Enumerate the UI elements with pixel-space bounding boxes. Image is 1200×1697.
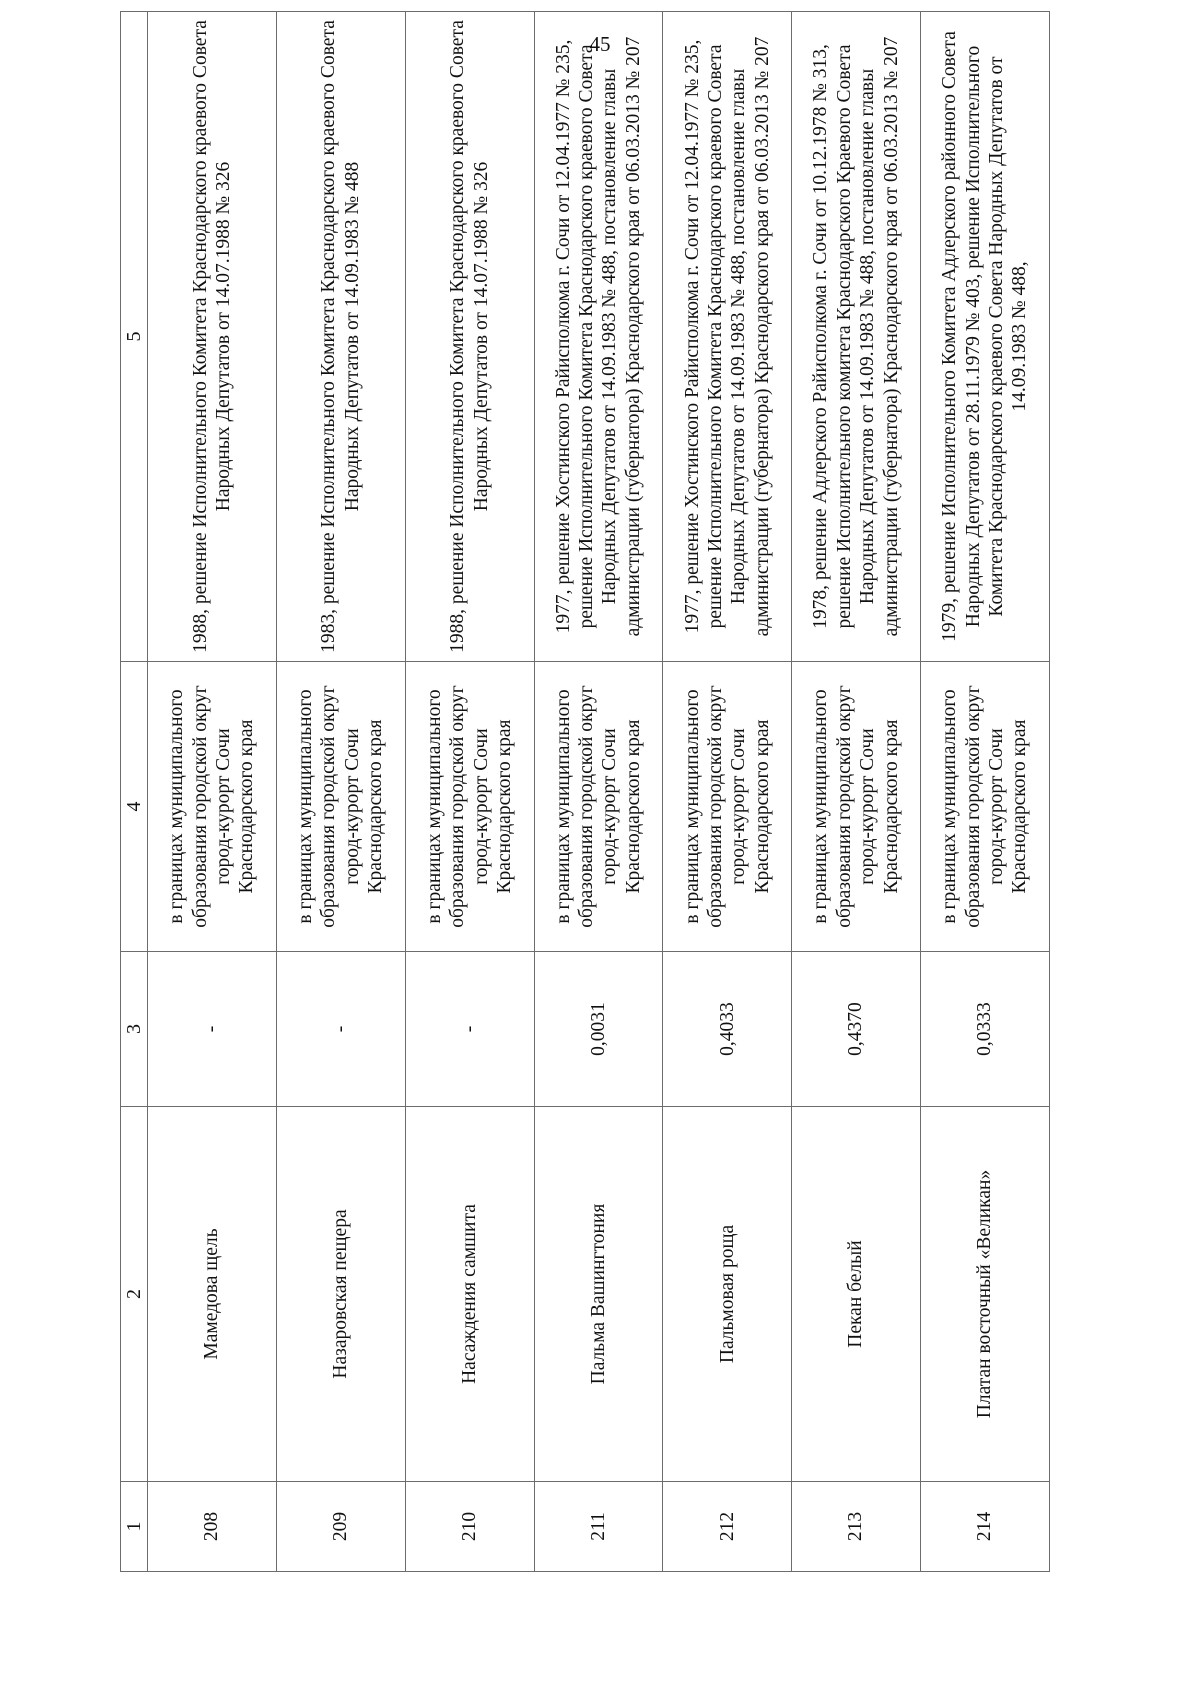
object-area: 0,4033 — [663, 952, 792, 1107]
object-area: 0,4370 — [792, 952, 921, 1107]
registry-table — [120, 11, 1050, 1572]
object-location: в границах муниципального образования городской округ город-курорт Сочи Краснодарского края — [148, 662, 277, 952]
object-area: - — [405, 952, 534, 1107]
row-number: 210 — [405, 1482, 534, 1572]
table-row — [405, 12, 534, 1572]
column-header: 3 — [121, 952, 148, 1107]
object-name: Насаждения самшита — [405, 1107, 534, 1482]
table-row — [148, 12, 277, 1572]
row-number: 212 — [663, 1482, 792, 1572]
object-area: 0,0031 — [534, 952, 663, 1107]
row-number: 214 — [921, 1482, 1050, 1572]
legal-basis: 1977, решение Хостинского Райисполкома г. Сочи от 12.04.1977 № 235, решение Исполнительного Комитета Краснодарского краевого Совета Народных Депутатов от 14.09.1983 № 488, постановление главы администрации (губернатора) Краснодарского края от 06.03.2013 № 207 — [663, 12, 792, 662]
legal-basis: 1988, решение Исполнительного Комитета Краснодарского краевого Совета Народных Депутатов от 14.07.1988 № 326 — [405, 12, 534, 662]
table-row — [534, 12, 663, 1572]
legal-basis: 1978, решение Адлерского Райисполкома г. Сочи от 10.12.1978 № 313, решение Исполнительного комитета Краснодарского Краевого Совета Народных Депутатов от 14.09.1983 № 488, постановление главы администрации (губернатора) Краснодарского края от 06.03.2013 № 207 — [792, 12, 921, 662]
legal-basis: 1988, решение Исполнительного Комитета Краснодарского краевого Совета Народных Депутатов от 14.07.1988 № 326 — [148, 12, 277, 662]
table-header-row — [121, 12, 148, 1572]
row-number: 213 — [792, 1482, 921, 1572]
table-row — [276, 12, 405, 1572]
row-number: 211 — [534, 1482, 663, 1572]
object-location: в границах муниципального образования городской округ город-курорт Сочи Краснодарского края — [792, 662, 921, 952]
row-number: 208 — [148, 1482, 277, 1572]
object-location: в границах муниципального образования городской округ город-курорт Сочи Краснодарского края — [663, 662, 792, 952]
object-name: Пекан белый — [792, 1107, 921, 1482]
legal-basis: 1979, решение Исполнительного Комитета Адлерского районного Совета Народных Депутатов от 28.11.1979 № 403, решение Исполнительного Комитета Краснодарского краевого Совета Народных Депутатов от 14.09.1983 № 488, — [921, 12, 1050, 662]
object-location: в границах муниципального образования городской округ город-курорт Сочи Краснодарского края — [405, 662, 534, 952]
object-name: Платан восточный «Великан» — [921, 1107, 1050, 1482]
legal-basis: 1977, решение Хостинского Райисполкома г. Сочи от 12.04.1977 № 235, решение Исполнительного Комитета Краснодарского краевого Совета Народных Депутатов от 14.09.1983 № 488, постановление главы администрации (губернатора) Краснодарского края от 06.03.2013 № 207 — [534, 12, 663, 662]
object-location: в границах муниципального образования городской округ город-курорт Сочи Краснодарского края — [534, 662, 663, 952]
table-row — [921, 12, 1050, 1572]
object-location: в границах муниципального образования городской округ город-курорт Сочи Краснодарского края — [921, 662, 1050, 952]
table-row — [663, 12, 792, 1572]
object-name: Назаровская пещера — [276, 1107, 405, 1482]
object-area: 0,0333 — [921, 952, 1050, 1107]
column-header: 4 — [121, 662, 148, 952]
object-name: Пальма Вашингтония — [534, 1107, 663, 1482]
column-header: 2 — [121, 1107, 148, 1482]
table-row — [792, 12, 921, 1572]
object-area: - — [148, 952, 277, 1107]
object-area: - — [276, 952, 405, 1107]
row-number: 209 — [276, 1482, 405, 1572]
page-number: 45 — [589, 32, 611, 56]
object-name: Пальмовая роща — [663, 1107, 792, 1482]
object-name: Мамедова щель — [148, 1107, 277, 1482]
legal-basis: 1983, решение Исполнительного Комитета Краснодарского краевого Совета Народных Депутатов от 14.09.1983 № 488 — [276, 12, 405, 662]
column-header: 1 — [121, 1482, 148, 1572]
column-header: 5 — [121, 12, 148, 662]
rotated-table-container — [120, 12, 1050, 1572]
object-location: в границах муниципального образования городской округ город-курорт Сочи Краснодарского края — [276, 662, 405, 952]
